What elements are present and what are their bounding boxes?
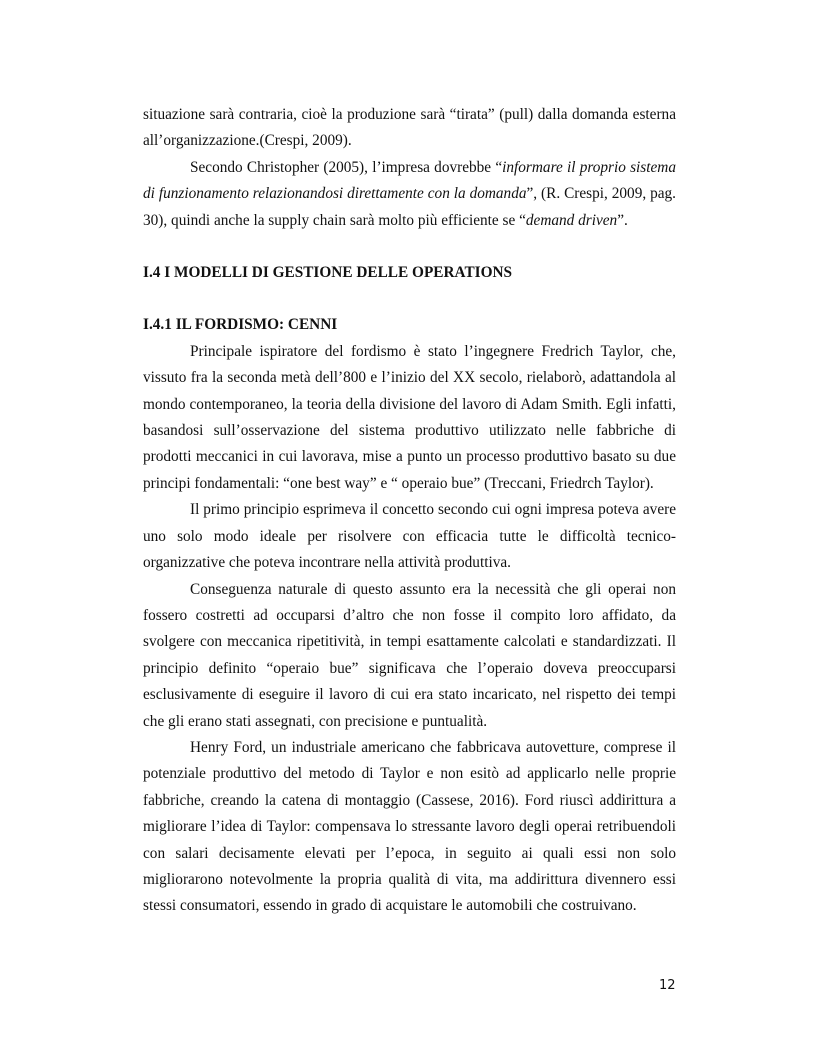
text-run: situazione sarà contraria, cioè la produzione sarà “tirata” (pull) dalla domanda esterna all’organizzazione.(Crespi, 2009). [143, 106, 676, 150]
body-paragraphs [143, 339, 676, 920]
section-heading: I.4 I MODELLI DI GESTIONE DELLE OPERATIONS [143, 264, 513, 282]
paragraph [143, 735, 676, 920]
paragraph [143, 497, 676, 576]
intro-paragraphs [143, 102, 676, 234]
text-run: Principale ispiratore del fordismo è stato l’ingegnere Fredrich Taylor, che, vissuto fra la seconda metà dell’800 e l’inizio del XX secolo, rielaborò, adattandola al mondo contemporaneo, la teoria della divisione del lavoro di Adam Smith. Egli infatti, basandosi sull’osservazione del sistema produttivo utilizzato nelle fabbriche di prodotti meccanici in cui lavorava, mise a punto un processo produttivo basato su due principi fondamentali: “one best way” e “ operaio bue” (Treccani, Friedrch Taylor). [143, 342, 676, 492]
paragraph [143, 155, 676, 234]
text-run: Secondo Christopher (2005), l’impresa dovrebbe “ [190, 158, 503, 176]
text-run: Henry Ford, un industriale americano che fabbricava autovetture, comprese il potenziale produttivo del metodo di Taylor e non esitò ad applicarlo nelle proprie fabbriche, creando la catena di montaggio (Cassese, 2016). Ford riuscì addirittura a migliorare l’idea di Taylor: compensava lo stressante lavoro degli operai retribuendoli con salari decisamente elevati per l’epoca, in seguito ai quali essi non solo migliorarono notevolmente la propria qualità di vita, ma addirittura divennero essi stessi consumatori, essendo in grado di acquistare le automobili che costruivano. [143, 738, 676, 915]
page-number: 12 [659, 978, 676, 993]
subsection-heading: I.4.1 IL FORDISMO: CENNI [143, 316, 338, 334]
text-run: Il primo principio esprimeva il concetto secondo cui ogni impresa poteva avere uno solo modo ideale per risolvere con efficacia tutte le difficoltà tecnico-organizzative che poteva incontrare nella attività produttiva. [143, 501, 676, 572]
document-page [143, 102, 676, 920]
text-run: ”. [617, 211, 628, 229]
italic-term: demand driven [525, 211, 618, 229]
paragraph [143, 102, 676, 155]
text-run: Conseguenza naturale di questo assunto era la necessità che gli operai non fossero costretti ad occuparsi d’altro che non fosse il compito loro affidato, da svolgere con meccanica ripetitività, in tempi esattamente calcolati e standardizzati. Il principio definito “operaio bue” significava che l’operaio doveva preoccuparsi esclusivamente di eseguire il lavoro di cui era stato incaricato, nel rispetto dei tempi che gli erano stati assegnati, con precisione e puntualità. [143, 580, 676, 730]
paragraph [143, 339, 676, 497]
italic-quote: informare il proprio sistema di funzionamento relazionandosi direttamente con la domanda [143, 158, 676, 203]
paragraph [143, 577, 676, 735]
text-run: ”, (R. Crespi, 2009, pag. 30), quindi anche la supply chain sarà molto più efficiente se “ [143, 185, 677, 229]
